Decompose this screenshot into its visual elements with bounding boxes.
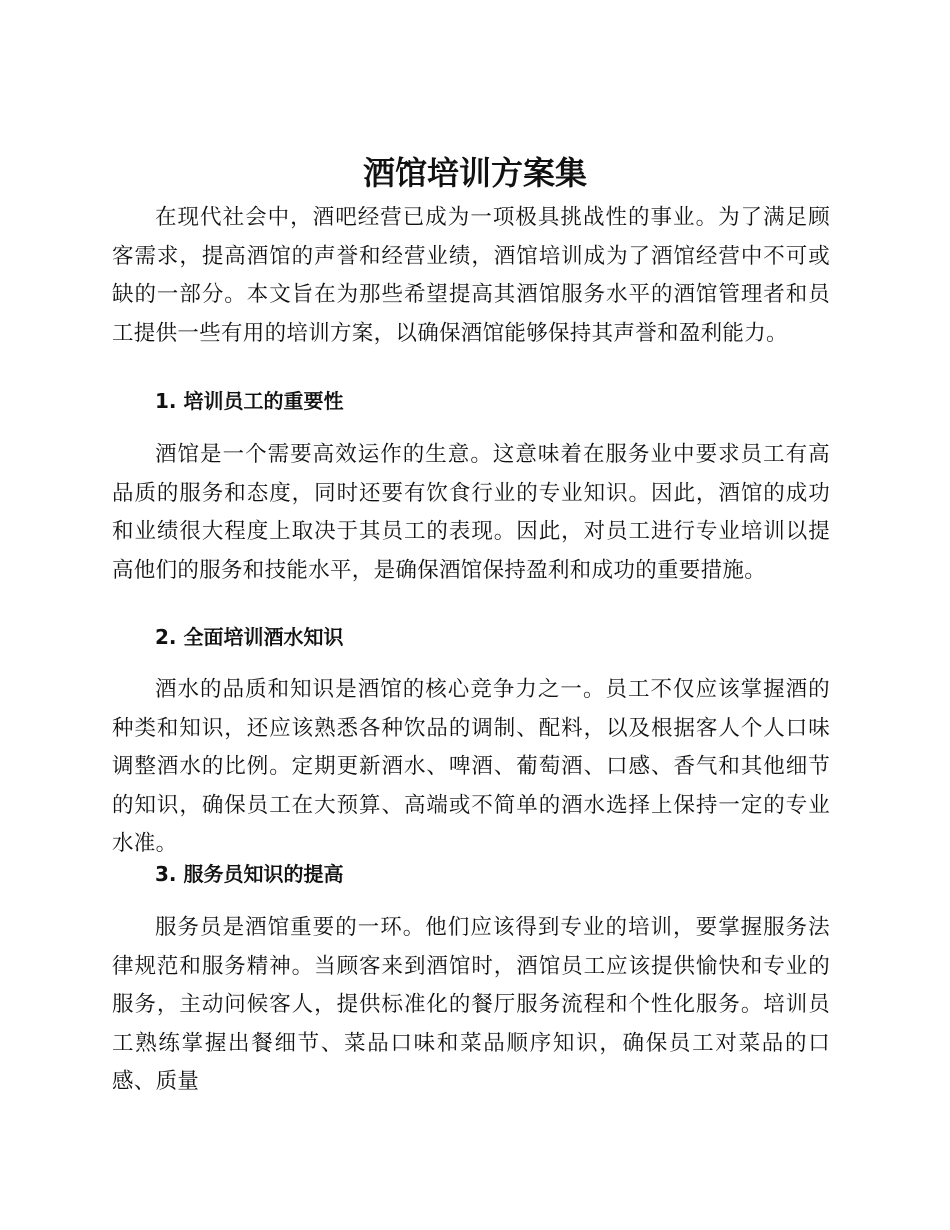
section-heading-3: 3. 服务员知识的提高 (155, 862, 344, 886)
section-paragraph-1: 酒馆是一个需要高效运作的生意。这意味着在服务业中要求员工有高品质的服务和态度，同时还要有饮食行业的专业知识。因此，酒馆的成功和业绩很大程度上取决于其员工的表现。因此，对员工进行专业培训以提高他们的服务和技能水平，是确保酒馆保持盈利和成功的重要措施。 (112, 442, 830, 583)
section-heading-1: 1. 培训员工的重要性 (155, 389, 344, 413)
intro-paragraph: 在现代社会中，酒吧经营已成为一项极具挑战性的事业。为了满足顾客需求，提高酒馆的声誉和经营业绩，酒馆培训成为了酒馆经营中不可或缺的一部分。本文旨在为那些希望提高其酒馆服务水平的酒馆管理者和员工提供一些有用的培训方案，以确保酒馆能够保持其声誉和盈利能力。 (112, 205, 830, 346)
section-heading-2: 2. 全面培训酒水知识 (155, 625, 344, 649)
page-title: 酒馆培训方案集 (362, 154, 587, 192)
section-paragraph-3: 服务员是酒馆重要的一环。他们应该得到专业的培训，要掌握服务法律规范和服务精神。当顾客来到酒馆时，酒馆员工应该提供愉快和专业的服务，主动问候客人，提供标准化的餐厅服务流程和个性化服务。培训员工熟练掌握出餐细节、菜品口味和菜品顺序知识，确保员工对菜品的口感、质量 (112, 915, 830, 1094)
section-paragraph-2: 酒水的品质和知识是酒馆的核心竞争力之一。员工不仅应该掌握酒的种类和知识，还应该熟悉各种饮品的调制、配料，以及根据客人个人口味调整酒水的比例。定期更新酒水、啤酒、葡萄酒、口感、香气和其他细节的知识，确保员工在大预算、高端或不简单的酒水选择上保持一定的专业水准。 (112, 677, 830, 856)
